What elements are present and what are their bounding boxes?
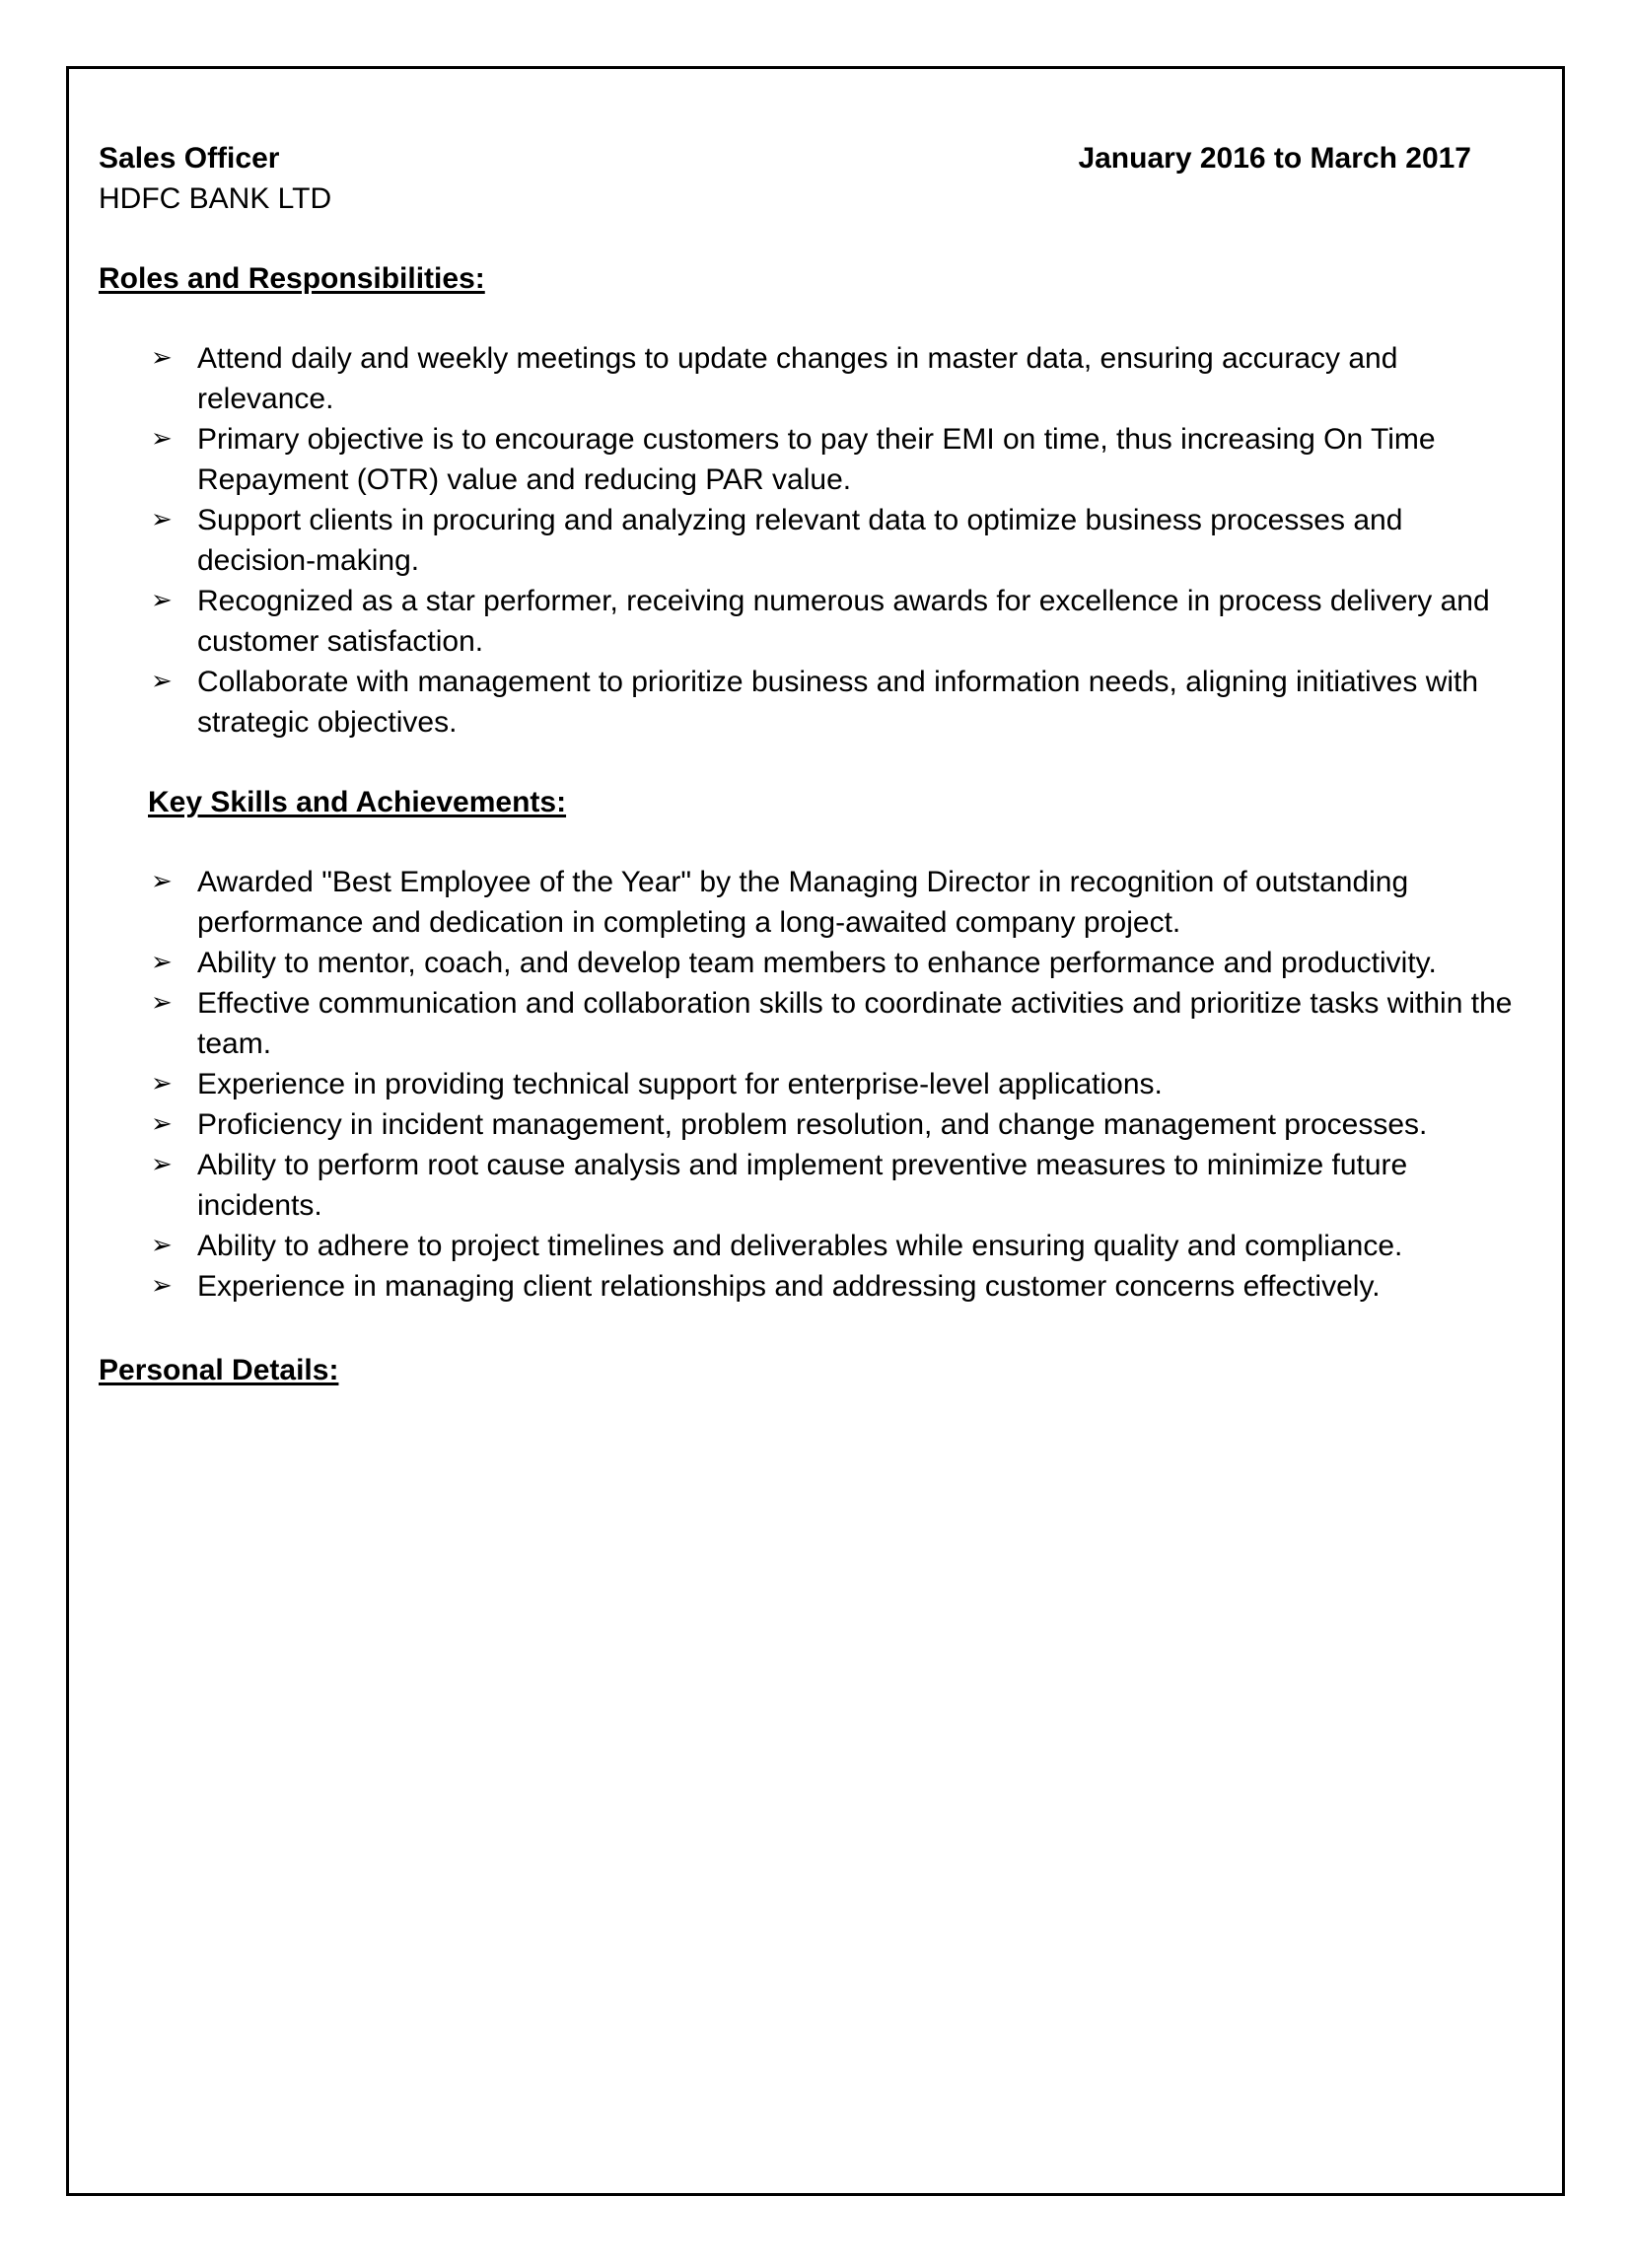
arrowhead-bullet-icon: ➢ (151, 667, 173, 696)
list-item-text: Effective communication and collaboration skills to coordinate activities and prioritize tasks within the team. (197, 987, 1513, 1060)
arrowhead-bullet-icon: ➢ (151, 424, 173, 454)
list-item (99, 1266, 1528, 1307)
list-item-text: Awarded "Best Employee of the Year" by the Managing Director in recognition of outstanding performance and dedication in completing a long-awaited company project. (197, 866, 1409, 939)
personal-details-heading: Personal Details: (99, 1354, 339, 1386)
list-item (99, 862, 1528, 943)
list-item-text: Proficiency in incident management, problem resolution, and change management processes. (197, 1108, 1428, 1141)
roles-list (99, 338, 1528, 743)
job-dates: January 2016 to March 2017 (1078, 142, 1471, 175)
list-item (99, 1104, 1528, 1145)
list-item-text: Ability to mentor, coach, and develop team members to enhance performance and productivity. (197, 947, 1437, 979)
arrowhead-bullet-icon: ➢ (151, 1231, 173, 1260)
list-item (99, 1145, 1528, 1226)
roles-heading: Roles and Responsibilities: (99, 262, 485, 295)
list-item (99, 338, 1528, 419)
arrowhead-bullet-icon: ➢ (151, 867, 173, 896)
list-item-text: Collaborate with management to prioritize business and information needs, aligning initiatives with strategic objectives. (197, 666, 1479, 739)
list-item-text: Experience in managing client relationships and addressing customer concerns effectively. (197, 1270, 1381, 1303)
list-item (99, 983, 1528, 1064)
arrowhead-bullet-icon: ➢ (151, 505, 173, 534)
company-name: HDFC BANK LTD (99, 182, 332, 215)
arrowhead-bullet-icon: ➢ (151, 948, 173, 977)
list-item-text: Primary objective is to encourage customers to pay their EMI on time, thus increasing On Time Repayment (OTR) value and reducing PAR value. (197, 423, 1436, 496)
list-item-text: Experience in providing technical support for enterprise-level applications. (197, 1068, 1163, 1100)
list-item (99, 1064, 1528, 1104)
arrowhead-bullet-icon: ➢ (151, 343, 173, 373)
list-item (99, 581, 1528, 662)
arrowhead-bullet-icon: ➢ (151, 988, 173, 1018)
skills-list (99, 862, 1528, 1307)
resume-content (99, 138, 1528, 1390)
arrowhead-bullet-icon: ➢ (151, 1109, 173, 1139)
list-item-text: Attend daily and weekly meetings to update changes in master data, ensuring accuracy and relevance. (197, 342, 1398, 415)
list-item-text: Ability to adhere to project timelines and deliverables while ensuring quality and compliance. (197, 1230, 1403, 1262)
list-item (99, 943, 1528, 983)
list-item-text: Support clients in procuring and analyzing relevant data to optimize business processes and decision-making. (197, 504, 1403, 577)
list-item-text: Recognized as a star performer, receiving numerous awards for excellence in process delivery and customer satisfaction. (197, 585, 1490, 658)
list-item-text: Ability to perform root cause analysis and implement preventive measures to minimize future incidents. (197, 1149, 1408, 1222)
arrowhead-bullet-icon: ➢ (151, 1271, 173, 1301)
list-item (99, 419, 1528, 500)
list-item (99, 1226, 1528, 1266)
arrowhead-bullet-icon: ➢ (151, 1150, 173, 1179)
list-item (99, 500, 1528, 581)
job-header (99, 138, 1471, 178)
skills-heading: Key Skills and Achievements: (148, 786, 567, 818)
list-item (99, 662, 1528, 743)
arrowhead-bullet-icon: ➢ (151, 586, 173, 615)
arrowhead-bullet-icon: ➢ (151, 1069, 173, 1099)
job-title: Sales Officer (99, 142, 280, 175)
